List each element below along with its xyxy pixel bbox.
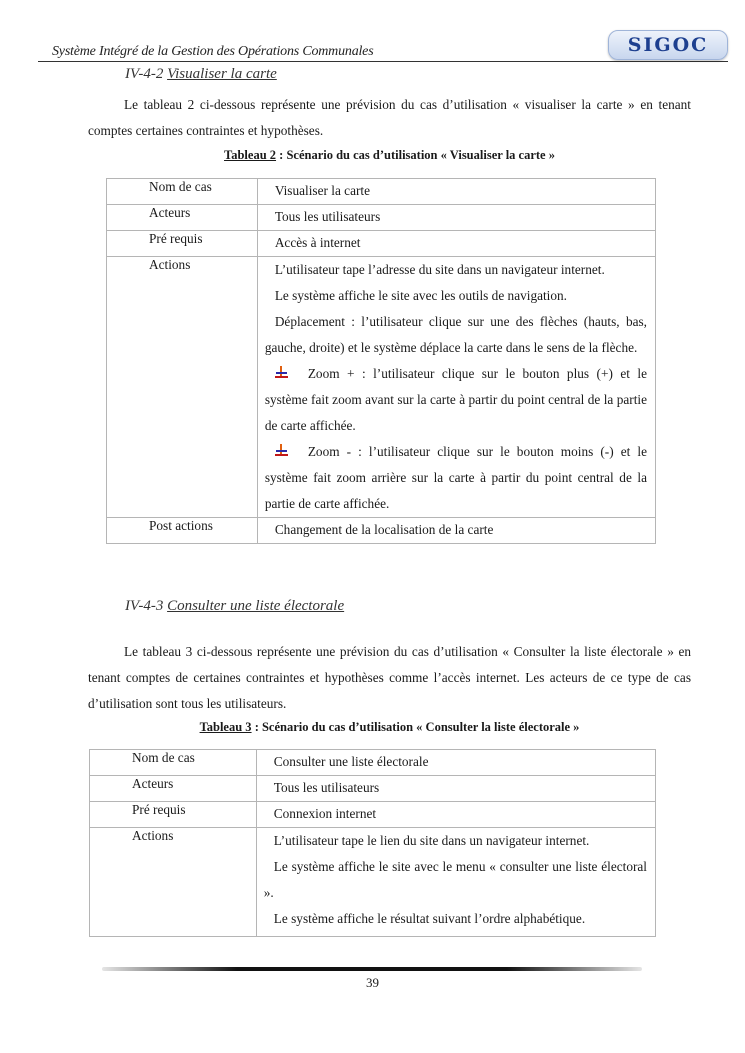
action-step: Déplacement : l’utilisateur clique sur une des flèches (hauts, bas, gauche, droite) et le système déplace la carte dans le sens de la flèche. bbox=[264, 314, 647, 355]
row-label: Actions bbox=[90, 828, 257, 937]
paragraph-text: Le tableau 3 ci-dessous représente une prévision du cas d’utilisation « Consulter la liste électorale » en tenant comptes de certaines contraintes et hypothèses comme l’accès internet. Les acteurs de ce type de cas d’utilisation sont tous les utilisateurs. bbox=[88, 644, 691, 711]
row-value: Tous les utilisateurs bbox=[256, 776, 655, 802]
section-number: IV-4-3 bbox=[125, 598, 164, 614]
table-row bbox=[107, 179, 656, 205]
cross-bullet-icon bbox=[275, 444, 288, 457]
row-value: Changement de la localisation de la carte bbox=[257, 518, 655, 544]
row-value: Consulter une liste électorale bbox=[256, 750, 655, 776]
action-step-bulleted bbox=[265, 361, 647, 439]
table-row bbox=[107, 257, 656, 518]
row-label: Nom de cas bbox=[107, 179, 258, 205]
paragraph-consulter bbox=[88, 639, 691, 717]
action-step-text: Zoom + : l’utilisateur clique sur le bouton plus (+) et le système fait zoom avant sur la carte à partir du point central de la partie de carte affichée. bbox=[264, 366, 647, 433]
action-step: L’utilisateur tape le lien du site dans un navigateur internet. bbox=[273, 833, 590, 848]
caption-label: Tableau 2 bbox=[224, 148, 277, 162]
row-label: Pré requis bbox=[107, 231, 258, 257]
row-value: Accès à internet bbox=[257, 231, 655, 257]
row-label: Actions bbox=[107, 257, 258, 518]
table-row bbox=[90, 828, 656, 937]
action-step: L’utilisateur tape l’adresse du site dans un navigateur internet. bbox=[274, 262, 605, 277]
row-label: Pré requis bbox=[90, 802, 257, 828]
row-value: Connexion internet bbox=[256, 802, 655, 828]
table-row bbox=[107, 205, 656, 231]
caption-text: : Scénario du cas d’utilisation « Consulter la liste électorale » bbox=[251, 720, 580, 734]
running-header-title: Système Intégré de la Gestion des Opérations Communales bbox=[52, 44, 374, 59]
actions-cell bbox=[256, 828, 655, 937]
table-row bbox=[107, 518, 656, 544]
actions-cell bbox=[257, 257, 655, 518]
action-step-bulleted bbox=[265, 439, 647, 517]
footer-rule bbox=[102, 967, 642, 971]
page-number: 39 bbox=[366, 975, 379, 990]
action-step: Le système affiche le résultat suivant l’ordre alphabétique. bbox=[273, 911, 586, 926]
paragraph-visualiser bbox=[88, 92, 691, 144]
row-value: Tous les utilisateurs bbox=[257, 205, 655, 231]
caption-text: : Scénario du cas d’utilisation « Visualiser la carte » bbox=[276, 148, 555, 162]
action-step: Le système affiche le site avec les outils de navigation. bbox=[274, 288, 567, 303]
table-row bbox=[90, 750, 656, 776]
row-label: Acteurs bbox=[90, 776, 257, 802]
section-title: Consulter une liste électorale bbox=[167, 598, 345, 614]
row-label: Acteurs bbox=[107, 205, 258, 231]
section-number: IV-4-2 bbox=[125, 66, 164, 82]
table-caption-3 bbox=[88, 720, 691, 735]
paragraph-text: Le tableau 2 ci-dessous représente une prévision du cas d’utilisation « visualiser la carte » en tenant comptes certaines contraintes et hypothèses. bbox=[88, 97, 691, 138]
logo-text: SIGOC bbox=[627, 34, 709, 56]
action-step: Le système affiche le site avec le menu « consulter une liste électoral ». bbox=[263, 859, 647, 900]
row-value: Visualiser la carte bbox=[257, 179, 655, 205]
section-title: Visualiser la carte bbox=[167, 66, 277, 82]
row-label: Post actions bbox=[107, 518, 258, 544]
scenario-table-3 bbox=[89, 749, 656, 937]
cross-bullet-icon bbox=[275, 366, 288, 379]
row-label: Nom de cas bbox=[90, 750, 257, 776]
section-heading-consulter bbox=[125, 598, 344, 615]
caption-label: Tableau 3 bbox=[199, 720, 252, 734]
section-heading-visualiser bbox=[125, 66, 277, 83]
sigoc-logo bbox=[608, 30, 728, 60]
table-row bbox=[90, 776, 656, 802]
action-step-text: Zoom - : l’utilisateur clique sur le bouton moins (-) et le système fait zoom arrière sur la carte à partir du point central de la partie de carte affichée. bbox=[264, 444, 647, 511]
table-row bbox=[107, 231, 656, 257]
table-caption-2 bbox=[88, 148, 691, 163]
table-row bbox=[90, 802, 656, 828]
scenario-table-2 bbox=[106, 178, 656, 544]
header-rule bbox=[38, 61, 728, 62]
